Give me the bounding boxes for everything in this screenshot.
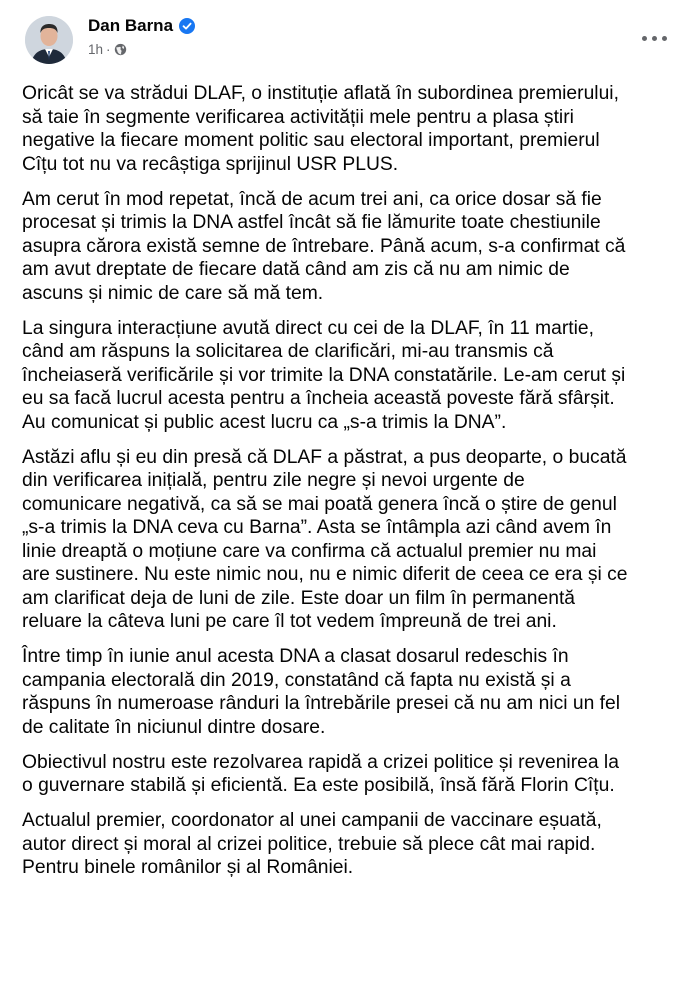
post-paragraph: La singura interacțiune avută direct cu cei de la DLAF, în 11 martie, când am răspuns la solicitarea de clarificări, mi-au transmis că încheiaseră verificările și vor trimite la DNA constatările. Le-am cerut și eu sa facă lucrul acesta pentru a încheia această poveste fără sfârșit. Au comunicat și public acest lucru ca „s-a trimis la DNA”.	[22, 317, 626, 433]
post-timestamp[interactable]: 1h	[88, 42, 104, 57]
post-paragraph: Obiectivul nostru este rezolvarea rapidă a crizei politice și revenirea la o guvernare stabilă și eficientă. Ea este posibilă, însă fără Florin Cîțu.	[22, 751, 619, 796]
post-paragraph: Oricât se va strădui DLAF, o instituție aflată în subordinea premierului, să taie în segmente verificarea activității mele pentru a plasa știri negative la fiecare moment politic sau electoral important, premierul Cîțu tot nu va recâștiga sprijinul USR PLUS.	[22, 83, 619, 175]
meta-separator: ·	[106, 42, 111, 57]
post-paragraph: Astăzi aflu și eu din presă că DLAF a păstrat, a pus deoparte, o bucată din verificarea inițială, pentru zile negre și nevoi urgente de comunicare negativă, ca să se mai poată genera încă o știre de genul „s-a trimis la DNA ceva cu Barna”. Asta se întâmpla azi când avem în linie dreaptă o moțiune care va confirma că actualul premier nu mai are sustinere. Nu este nimic nou, nu e nimic diferit de ceea ce era și ce am clarificat deja de luni de zile. Este doar un film în permanentă reluare la câteva luni pe care îl tot vedem împreună de trei ani.	[22, 446, 628, 632]
author-block	[88, 16, 195, 36]
post-meta	[88, 42, 127, 57]
author-avatar[interactable]	[25, 16, 73, 64]
post-paragraph: Între timp în iunie anul acesta DNA a clasat dosarul redeschis în campania electorală din 2019, constatând că fapta nu există și a răspuns în numeroase rânduri la întrebările presei că nu am nici un fel de calitate în niciunul dintre dosare.	[22, 646, 621, 738]
verified-badge-icon	[179, 18, 195, 34]
author-name[interactable]: Dan Barna	[88, 16, 174, 35]
post-paragraph: Actualul premier, coordonator al unei campanii de vaccinare eșuată, autor direct și moral al crizei politice, trebuie să plece cât mai rapid. Pentru binele românilor și al României.	[22, 810, 602, 878]
post-body	[22, 82, 682, 891]
globe-icon[interactable]	[114, 43, 127, 56]
more-options-icon[interactable]	[636, 26, 672, 50]
avatar-portrait	[25, 16, 73, 64]
post-header	[22, 12, 682, 74]
post-paragraph: Am cerut în mod repetat, încă de acum trei ani, ca orice dosar să fie procesat și trimis la DNA astfel încât să fie lămurite toate chestiunile asupra cărora există semne de întrebare. Până acum, s-a confirmat că am avut dreptate de fiecare dată când am zis că nu am nimic de ascuns și nimic de care să mă tem.	[22, 188, 626, 304]
